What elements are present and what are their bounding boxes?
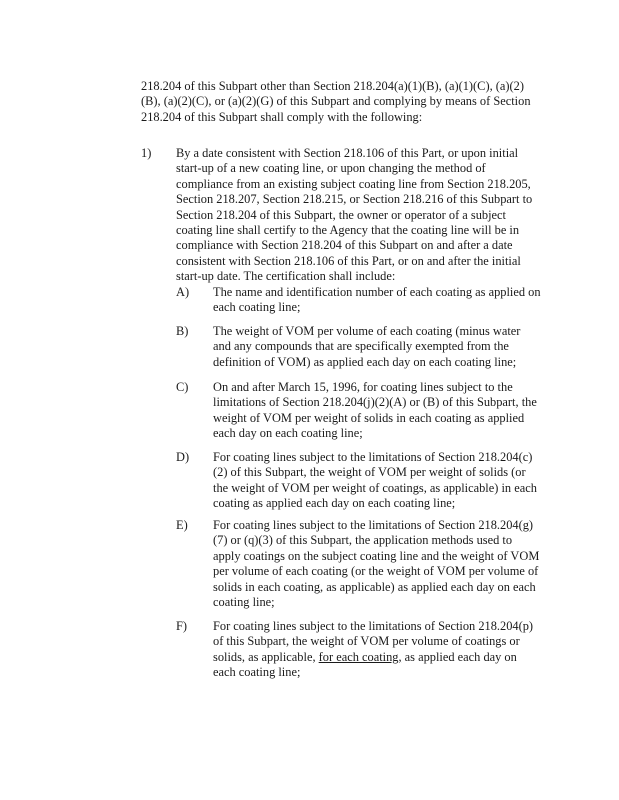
subitem-e [176, 518, 541, 610]
subitem-f-underlined-phrase: for each coating, [318, 649, 402, 664]
subitem-e-text: For coating lines subject to the limitations of Section 218.204(g)(7) or (q)(3) of this Subpart, the application methods used to apply coatings on the subject coating line and the weight of VOM per volume of each coating (or the weight of VOM per volume of solids in each coating, as applicable) as applied each day on each coating line; [213, 518, 540, 610]
item-1-number: 1) [141, 146, 152, 160]
subitem-e-letter: E) [176, 518, 188, 532]
subitem-f-text-before: For coating lines subject to the limitations of Section 218.204(p) of this Subpart, the weight of VOM per volume of coatings or solids, as applicable, [213, 619, 534, 664]
subitem-c-letter: C) [176, 380, 189, 394]
subitem-b [176, 324, 541, 370]
subitem-d [176, 450, 541, 512]
subitem-a [176, 285, 541, 316]
subitem-d-text: For coating lines subject to the limitations of Section 218.204(c)(2) of this Subpart, the weight of VOM per weight of solids (or the weight of VOM per weight of coatings, as applicable) in each coating as applied each day on each coating line; [213, 450, 537, 511]
subitem-c-text: On and after March 15, 1996, for coating lines subject to the limitations of Section 218.204(j)(2)(A) or (B) of this Subpart, the weight of VOM per weight of solids in each coating as applied each day on each coating line; [213, 380, 537, 441]
subitem-f-text-after: as applied each day on each coating line; [213, 649, 517, 680]
subitem-d-letter: D) [176, 450, 190, 464]
subitem-b-text: The weight of VOM per volume of each coating (minus water and any compounds that are specifically exempted from the definition of VOM) as applied each day on each coating line; [213, 324, 521, 369]
item-1-text: By a date consistent with Section 218.106 of this Part, or upon initial start-up of a new coating line, or upon changing the method of compliance from an existing subject coating line from Section 218.205, Section 218.207, Section 218.215, or Section 218.216 of this Subpart to Section 218.204 of this Subpart, the owner or operator of a subject coating line shall certify to the Agency that the coating line will be in compliance with Section 218.204 of this Subpart on and after a date consistent with Section 218.106 of this Part, or on and after the initial start-up date. The certification shall include: [176, 146, 533, 284]
subitem-f [176, 619, 541, 681]
intro-paragraph: 218.204 of this Subpart other than Section 218.204(a)(1)(B), (a)(1)(C), (a)(2)(B), (a)(2)(C), or (a)(2)(G) of this Subpart and complying by means of Section 218.204 of this Subpart shall comply with the following: [141, 79, 531, 124]
subitem-f-letter: F) [176, 619, 188, 633]
subitem-b-letter: B) [176, 324, 189, 338]
subitem-c [176, 380, 541, 442]
item-1 [141, 146, 541, 285]
subitem-a-text: The name and identification number of each coating as applied on each coating line; [213, 285, 541, 315]
subitem-f-text [213, 619, 541, 681]
subitem-a-letter: A) [176, 285, 190, 299]
